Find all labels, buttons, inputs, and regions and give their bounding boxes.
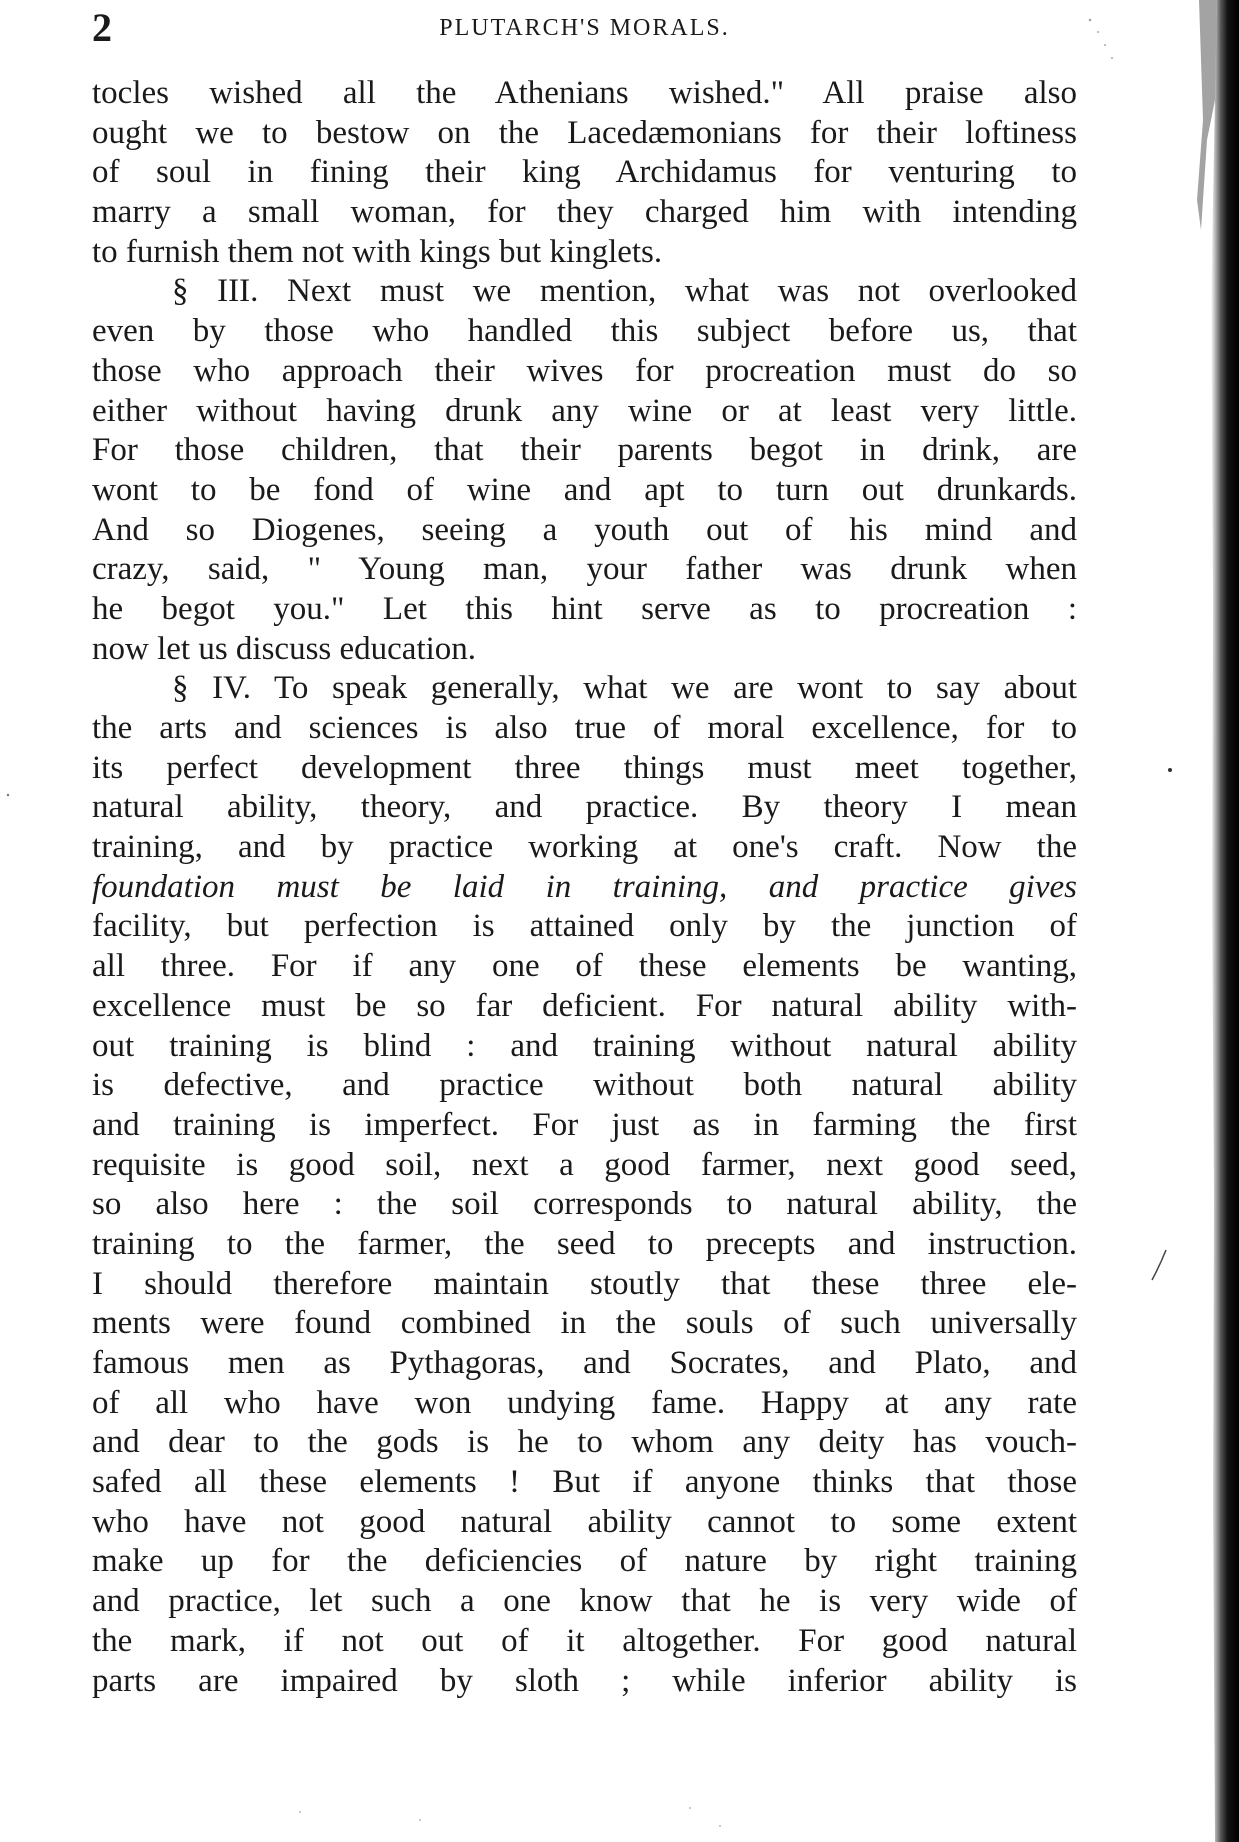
text-line: and practice, let such a one know that he is very wide of [92,1583,1077,1620]
text-line: And so Diogenes, seeing a youth out of his mind and [92,511,1077,548]
text-line: out training is blind : and training without natural ability [92,1027,1077,1064]
text-line: safed all these elements ! But if anyone thinks that those [92,1464,1077,1501]
page-edge-shadow [1187,0,1239,1842]
text-line: tocles wished all the Athenians wished." All praise also [92,75,1077,111]
text-line: parts are impaired by sloth ; while inferior ability is [92,1662,1077,1699]
text-line: ought we to bestow on the Lacedæmonians for their loftiness [92,114,1077,151]
text-line: to furnish them not with kings but kinglets. [92,233,663,270]
text-line: make up for the deficiencies of nature by right training [92,1543,1077,1580]
text-line: he begot you." Let this hint serve as to procreation : [92,590,1077,627]
text-line: those who approach their wives for procreation must do so [92,352,1077,389]
text-line: I should therefore maintain stoutly that these three ele- [92,1265,1077,1302]
text-line: who have not good natural ability cannot to some extent [92,1503,1077,1540]
text-line: For those children, that their parents begot in drink, are [92,432,1077,469]
text-line: facility, but perfection is attained only by the junction of [92,908,1077,945]
text-line: all three. For if any one of these elements be wanting, [92,948,1077,985]
page-number: 2 [92,5,112,50]
text-line: crazy, said, " Young man, your father was drunk when [92,551,1077,588]
running-title: PLUTARCH'S MORALS. [439,15,730,41]
text-line: of soul in fining their king Archidamus for venturing to [92,154,1077,191]
text-line: excellence must be so far deficient. For natural ability with- [92,987,1077,1024]
section-iv-start: § IV. To speak generally, what we are wont to say about [172,670,1077,707]
text-line: wont to be fond of wine and apt to turn out drunkards. [92,471,1077,508]
text-line: natural ability, theory, and practice. By theory I mean [92,789,1077,826]
text-line: of all who have won undying fame. Happy at any rate [92,1384,1077,1421]
text-line: ments were found combined in the souls of such universally [92,1305,1077,1342]
text-line: so also here : the soil corresponds to natural ability, the [92,1186,1077,1223]
text-line: now let us discuss education. [92,630,477,667]
text-line: the arts and sciences is also true of moral excellence, for to [92,710,1077,746]
section-iii-start: § III. Next must we mention, what was not overlooked [172,273,1077,310]
text-line: training, and by practice working at one's craft. Now the [92,829,1077,866]
text-line: training to the farmer, the seed to precepts and instruction. [92,1225,1077,1262]
text-line: is defective, and practice without both natural ability [92,1067,1077,1104]
running-head [92,6,1077,50]
text-line: even by those who handled this subject before us, that [92,313,1077,350]
body-text [92,74,1077,1701]
text-line: foundation must be laid in training, and practice gives [92,868,1077,905]
text-line: marry a small woman, for they charged him with intending [92,194,1077,231]
text-line: requisite is good soil, next a good farmer, next good seed, [92,1146,1077,1183]
text-line: the mark, if not out of it altogether. For good natural [92,1622,1077,1659]
text-line: and training is imperfect. For just as in farming the first [92,1106,1077,1143]
text-line: either without having drunk any wine or at least very little. [92,392,1077,429]
text-line: its perfect development three things must meet together, [92,749,1077,786]
text-line: famous men as Pythagoras, and Socrates, and Plato, and [92,1345,1077,1381]
text-line: and dear to the gods is he to whom any deity has vouch- [92,1424,1077,1461]
